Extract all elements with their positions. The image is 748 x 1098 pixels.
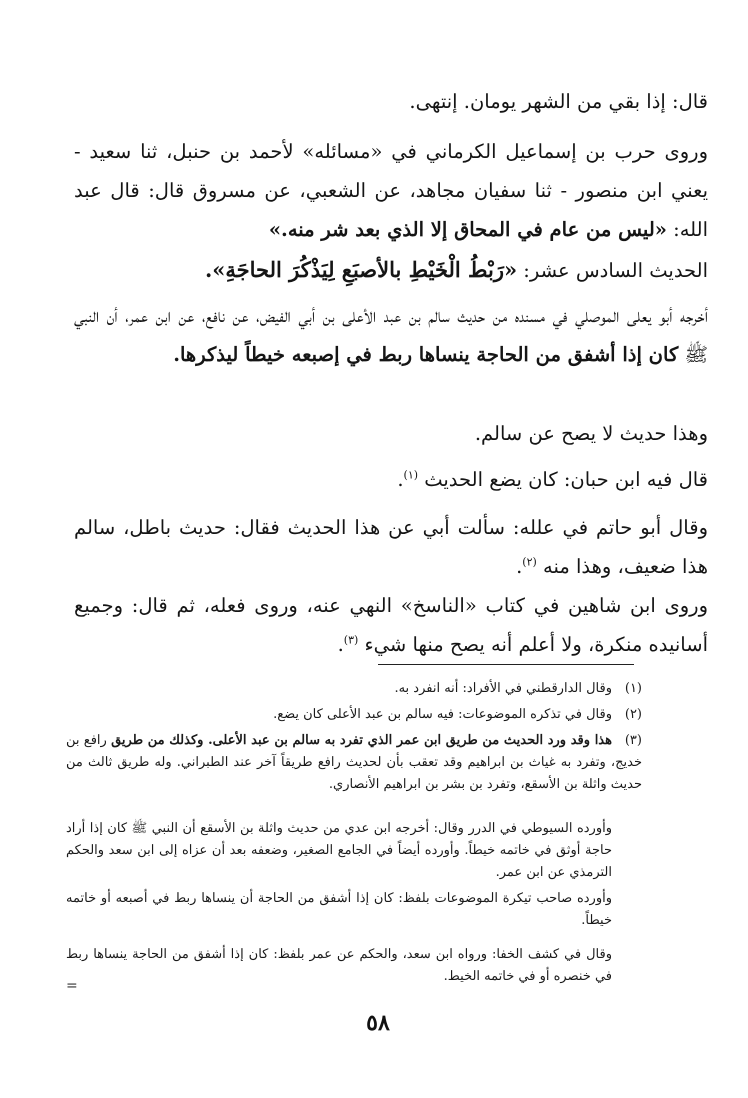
footnote-3-text: رافع بن خديج، وتفرد به غياث بن ابراهيم وقد تعقب بأن لحديث رافع طريقاً آخر عند الطبراني. وله طريق ثالث من حديث واثلة بن الأسقع، وتفرد بن بشر بن ابراهيم الأنصاري. [66, 733, 642, 792]
page-number: ٥٨ [366, 1010, 390, 1036]
footnote-3-part-2-text: وأورده السيوطي في الدرر وقال: أخرجه ابن عدي من حديث واثلة بن الأسقع أن النبي ﷺ كان إذا أراد حاجة أوثق في خاتمه خيطاً. وأورده أيضاً في الجامع الصغير، وضعفه بعد أن عزاه إلى ابن سعد والحكم الترمذي عن ابن عمر. [66, 821, 612, 880]
footnote-1-number: (١) [624, 681, 642, 696]
footnote-2-number: (٢) [624, 707, 642, 722]
paragraph-2-quote: «ليس من عام في المحاق إلا الذي بعد شر منه.» [268, 218, 667, 241]
paragraph-7 [74, 508, 708, 586]
footnote-3-part-4 [66, 944, 642, 988]
footnote-3-part-4-text: وقال في كشف الخفا: ورواه ابن سعد، والحكم عن عمر بلفظ: كان إذا أشفق من الحاجة ينساها ربط في خنصره أو في خاتمه الخيط. [66, 947, 612, 984]
paragraph-7-end: . [516, 555, 523, 578]
continuation-mark: = [66, 978, 78, 994]
footnote-3-number: (٣) [624, 733, 642, 748]
footnote-ref-3[interactable]: (٣) [343, 633, 359, 647]
footnote-1 [66, 678, 642, 700]
paragraph-5-text: وهذا حديث لا يصح عن سالم. [474, 422, 708, 445]
hadith-heading-label: الحديث السادس عشر: [523, 259, 708, 282]
footnote-3-lead: هذا وقد ورد الحديث من طريق ابن عمر الذي تفرد به سالم بن عبد الأعلى. وكذلك من طريق [111, 733, 612, 748]
paragraph-1-text: قال: إذا بقي من الشهر يومان. إنتهى. [409, 90, 708, 113]
footnote-3-part-3-text: وأورده صاحب تيكرة الموضوعات بلفظ: كان إذا أشفق من الحاجة أن ينساها ربط في أصبعه أو خاتمه خيطاً. [66, 891, 612, 928]
paragraph-5 [74, 414, 708, 453]
footnote-1-text: وقال الدارقطني في الأفراد: أنه انفرد به. [394, 681, 612, 696]
footnote-2-text: وقال في تذكره الموضوعات: فيه سالم بن عبد الأعلى كان يضع. [273, 707, 612, 722]
footnote-ref-2[interactable]: (٢) [522, 555, 537, 569]
paragraph-4-quote: كان إذا أشفق من الحاجة ينساها ربط في إصبعه خيطاً ليذكرها. [173, 343, 679, 366]
footnote-ref-1[interactable]: (١) [403, 468, 419, 482]
paragraph-4-text: أخرجه أبو يعلى الموصلي في مسنده من حديث سالم بن عبد الأعلى بن أبي الفيض، عن نافع، عن ابن عمر، أن النبي ﷺ [74, 304, 708, 366]
footnote-3-part-3 [66, 888, 642, 932]
footnote-2 [66, 704, 642, 726]
footnote-3 [66, 730, 642, 796]
paragraph-2-text: وروى حرب بن إسماعيل الكرماني في «مسائله» لأحمد بن حنبل، ثنا سعيد - يعني ابن منصور - ثنا سفيان مجاهد، عن الشعبي، عن مسروق قال: قال عبد الله: [74, 140, 708, 241]
footnote-3-part-2 [66, 818, 642, 884]
paragraph-1 [74, 82, 708, 121]
hadith-heading-text: «رَبْطُ الْخَيْطِ بالأصبَعِ لِيَذْكُرَ الحاجَةِ». [204, 257, 518, 282]
paragraph-8-end: . [337, 633, 344, 656]
paragraph-6-end: . [397, 468, 404, 491]
paragraph-6-text: قال فيه ابن حبان: كان يضع الحديث [424, 468, 708, 491]
paragraph-3 [74, 250, 708, 290]
paragraph-2 [74, 132, 708, 249]
footnote-separator [378, 664, 634, 665]
paragraph-8-text: وروى ابن شاهين في كتاب «الناسخ» النهي عنه، وروى فعله، ثم قال: وجميع أسانيده منكرة، ولا أعلم أنه يصح منها شيء [74, 594, 708, 656]
paragraph-4 [74, 296, 708, 374]
paragraph-6 [74, 460, 708, 499]
paragraph-8 [74, 586, 708, 664]
paragraph-7-text: وقال أبو حاتم في علله: سألت أبي عن هذا الحديث فقال: حديث باطل، سالم هذا ضعيف، وهذا منه [74, 516, 708, 578]
